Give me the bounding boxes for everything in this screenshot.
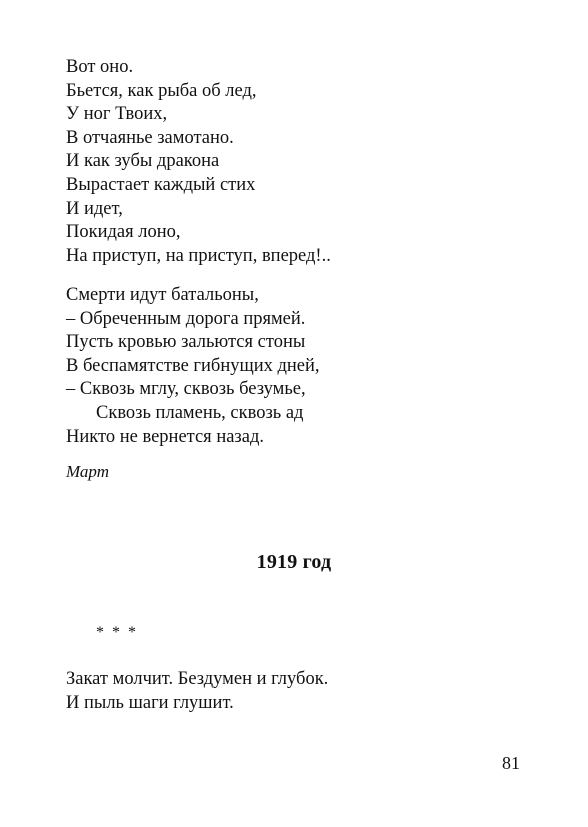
poem-date: Март — [66, 462, 109, 481]
poem-line: Покидая лоно, — [66, 222, 181, 243]
poem-line: У ног Твоих, — [66, 104, 168, 125]
poem-line: – Обреченным дорога прямей. — [66, 308, 306, 329]
poem-line: И как зубы дракона — [66, 151, 220, 172]
section-title: 1919 год — [256, 551, 332, 573]
page-number: 81 — [502, 753, 520, 773]
poem-line: – Сквозь мглу, сквозь безумье, — [66, 379, 306, 400]
poem-stanza-1 — [66, 56, 331, 268]
poem-line: Смерти идут батальоны, — [66, 285, 259, 305]
poem-stanza-2 — [66, 284, 320, 449]
poem-line: Вот оно. — [66, 57, 134, 77]
poem-line: Пусть кровью зальются стоны — [66, 332, 306, 353]
poem-line-indented: Сквозь пламень, сквозь ад — [96, 402, 304, 423]
poem-line: На приступ, на приступ, вперед!.. — [66, 245, 331, 266]
poem-line: Бьется, как рыба об лед, — [66, 80, 257, 101]
poem-line: Никто не вернется назад. — [66, 426, 264, 447]
poem-line: Закат молчит. Бездумен и глубок. — [66, 669, 329, 689]
poem-line: И пыль шаги глушит. — [66, 692, 234, 713]
poem-2-stanza-1 — [66, 668, 328, 715]
poem-line: Вырастает каждый стих — [66, 174, 256, 195]
poem-line: И идет, — [66, 198, 123, 219]
poem-line: В отчаянье замотано. — [66, 127, 234, 148]
poem-separator: * * * — [96, 624, 138, 641]
poem-line: В беспамятстве гибнущих дней, — [66, 355, 320, 376]
